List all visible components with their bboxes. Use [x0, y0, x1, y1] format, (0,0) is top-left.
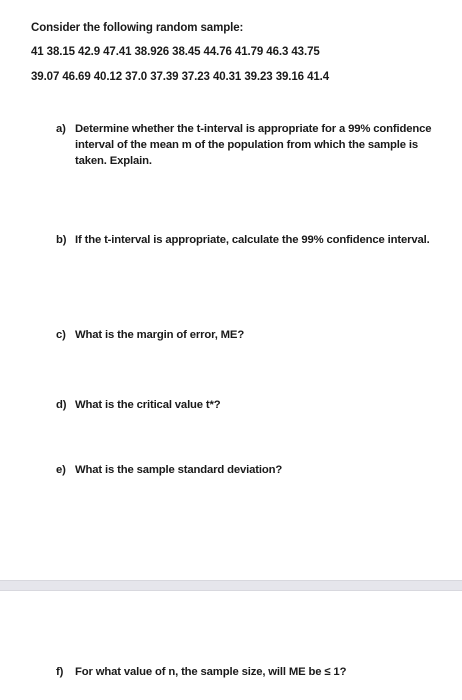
- question-f-text: For what value of n, the sample size, will ME be ≤ 1?: [75, 666, 347, 678]
- sample-data-line-1: 41 38.15 42.9 47.41 38.926 38.45 44.76 41.79 46.3 43.75: [31, 46, 320, 58]
- question-e-text: What is the sample standard deviation?: [75, 464, 283, 476]
- question-e: [56, 462, 446, 478]
- question-e-letter: e): [56, 464, 66, 476]
- question-a: [56, 121, 446, 169]
- question-a-text: Determine whether the t-interval is appropriate for a 99% confidence interval of the mean m of the population from which the sample is taken. Explain.: [75, 123, 432, 167]
- question-d-letter: d): [56, 399, 67, 411]
- question-f-letter: f): [56, 666, 64, 678]
- question-b-text: If the t-interval is appropriate, calculate the 99% confidence interval.: [75, 234, 430, 246]
- intro-text: Consider the following random sample:: [31, 22, 244, 34]
- question-d: [56, 397, 446, 413]
- question-b-letter: b): [56, 234, 67, 246]
- question-d-text: What is the critical value t*?: [75, 399, 221, 411]
- question-c: [56, 327, 446, 343]
- question-c-text: What is the margin of error, ME?: [75, 329, 245, 341]
- question-f: [56, 664, 446, 680]
- question-b: [56, 232, 446, 248]
- sample-data-line-2: 39.07 46.69 40.12 37.0 37.39 37.23 40.31 39.23 39.16 41.4: [31, 71, 330, 83]
- question-a-letter: a): [56, 123, 66, 135]
- page-separator: [0, 580, 462, 591]
- question-c-letter: c): [56, 329, 66, 341]
